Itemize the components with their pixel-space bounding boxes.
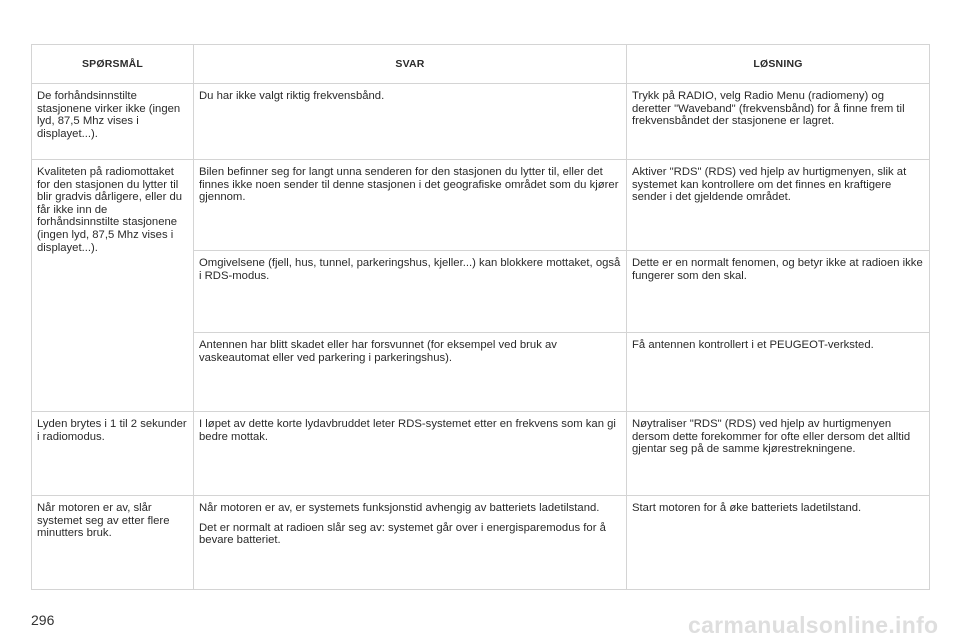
question-cell: De forhåndsinnstilte stasjonene virker ikke (ingen lyd, 87,5 Mhz vises i displayet...).	[32, 84, 194, 160]
answer-cell: Du har ikke valgt riktig frekvensbånd.	[194, 84, 627, 160]
page-number: 296	[31, 612, 55, 628]
table-row	[32, 84, 930, 160]
solution-cell: Start motoren for å øke batteriets ladetilstand.	[627, 496, 930, 590]
header-question: SPØRSMÅL	[32, 45, 194, 84]
solution-cell: Få antennen kontrollert i et PEUGEOT-verksted.	[627, 333, 930, 412]
question-cell: Lyden brytes i 1 til 2 sekunder i radiomodus.	[32, 412, 194, 496]
answer-paragraph: Det er normalt at radioen slår seg av: systemet går over i energisparemodus for å bevare batteriet.	[199, 521, 606, 547]
question-cell: Kvaliteten på radiomottaket for den stasjonen du lytter til blir gradvis dårligere, eller du får ikke inn de forhåndsinnstilte stasjonene (ingen lyd, 87,5 Mhz vises i displayet...).	[32, 160, 194, 412]
header-solution: LØSNING	[627, 45, 930, 84]
answer-cell: Antennen har blitt skadet eller har forsvunnet (for eksempel ved bruk av vaskeautomat eller ved parkering i parkeringshus).	[194, 333, 627, 412]
header-answer: SVAR	[194, 45, 627, 84]
question-cell: Når motoren er av, slår systemet seg av etter flere minutters bruk.	[32, 496, 194, 590]
table-header-row	[32, 45, 930, 84]
solution-cell: Trykk på RADIO, velg Radio Menu (radiomeny) og deretter "Waveband" (frekvensbånd) for å finne frem til frekvensbåndet der stasjonene er lagret.	[627, 84, 930, 160]
answer-cell: Bilen befinner seg for langt unna senderen for den stasjonen du lytter til, eller det finnes ikke noen sender til denne stasjonen i det geografiske området som du kjører gjennom.	[194, 160, 627, 251]
solution-cell: Aktiver "RDS" (RDS) ved hjelp av hurtigmenyen, slik at systemet kan kontrollere om det finnes en kraftigere sender i det gjeldende området.	[627, 160, 930, 251]
solution-cell: Nøytraliser "RDS" (RDS) ved hjelp av hurtigmenyen dersom dette forekommer for ofte eller dersom det alltid gjentar seg på de samme kjørestrekningene.	[627, 412, 930, 496]
troubleshooting-table	[31, 44, 930, 590]
answer-cell: Omgivelsene (fjell, hus, tunnel, parkeringshus, kjeller...) kan blokkere mottaket, også i RDS-modus.	[194, 251, 627, 333]
answer-paragraph: Når motoren er av, er systemets funksjonstid avhengig av batteriets ladetilstand.	[199, 502, 600, 514]
watermark: carmanualsonline.info	[688, 612, 939, 638]
table-row	[32, 496, 930, 590]
solution-cell: Dette er en normalt fenomen, og betyr ikke at radioen ikke fungerer som den skal.	[627, 251, 930, 333]
table-row	[32, 412, 930, 496]
answer-cell-multi	[194, 496, 627, 590]
answer-cell: I løpet av dette korte lydavbruddet leter RDS-systemet etter en frekvens som kan gi bedre mottak.	[194, 412, 627, 496]
table-row	[32, 160, 930, 251]
